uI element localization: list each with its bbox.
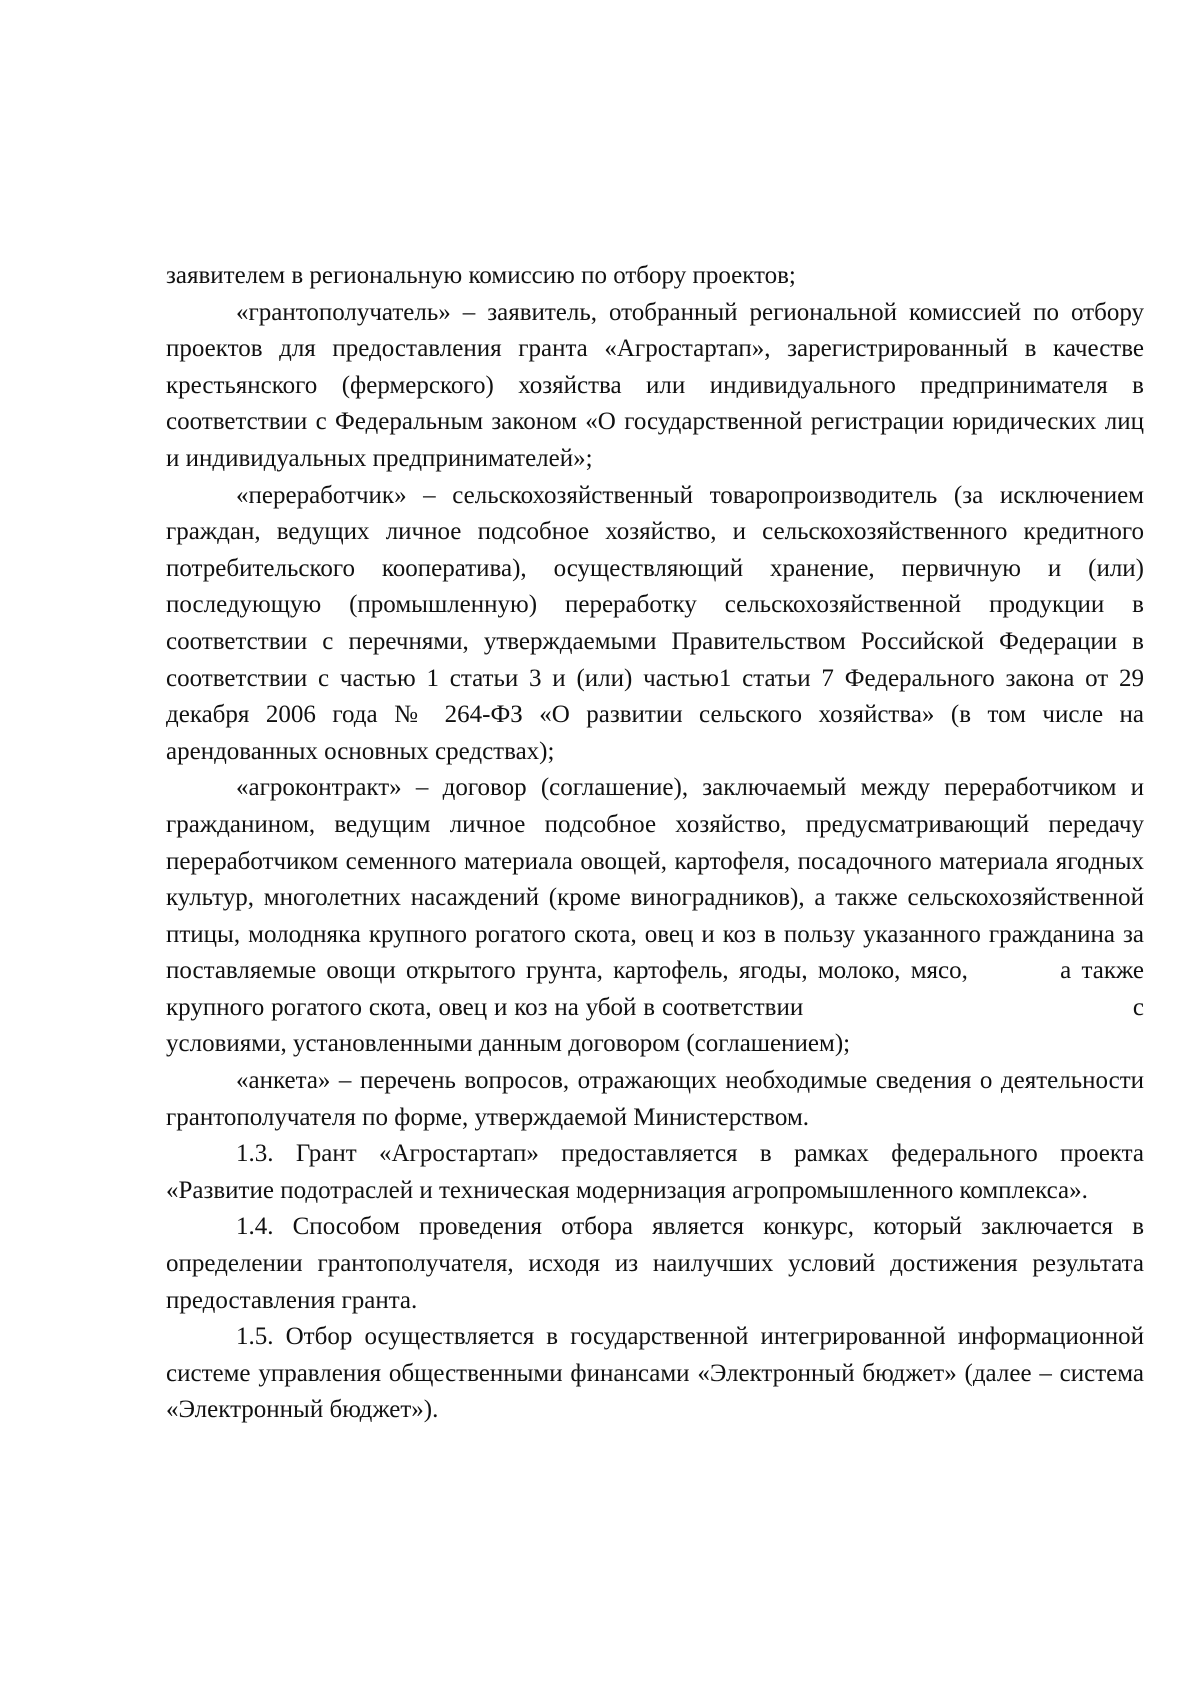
paragraph-section-1-3: 1.3. Грант «Агростартап» предоставляется в рамках федерального проекта «Развитие подотраслей и техническая модернизация агропромышленного комплекса». [166,1140,1144,1204]
paragraph-definition-questionnaire: «анкета» – перечень вопросов, отражающих необходимые сведения о деятельности грантополучателя по форме, утверждаемой Министерством. [166,1067,1144,1131]
paragraph-section-1-5: 1.5. Отбор осуществляется в государственной интегрированной информационной системе управления общественными финансами «Электронный бюджет» (далее – система «Электронный бюджет»). [166,1323,1144,1424]
document-page [166,258,1151,1429]
paragraph-continuation: заявителем в региональную комиссию по отбору проектов; [166,262,796,289]
paragraph-definition-processor: «переработчик» – сельскохозяйственный товаропроизводитель (за исключением граждан, ведущих личное подсобное хозяйство, и сельскохозяйственного кредитного потребительского кооператива), осуществляющий хранение, первичную и (или) последующую (промышленную) переработку сельскохозяйственной продукции в соответствии с перечнями, утверждаемыми Правительством Российской Федерации в соответствии с частью 1 статьи 3 и (или) частью1 статьи 7 Федерального закона от 29 декабря 2006 года № 264-ФЗ «О развитии сельского хозяйства» (в том числе на арендованных основных средствах); [166,481,1144,765]
paragraph-definition-grant-recipient: «грантополучатель» – заявитель, отобранный региональной комиссией по отбору проектов для предоставления гранта «Агростартап», зарегистрированный в качестве крестьянского (фермерского) хозяйства или индивидуального предпринимателя в соответствии с Федеральным законом «О государственной регистрации юридических лиц и индивидуальных предпринимателей»; [166,298,1144,472]
paragraph-section-1-4: 1.4. Способом проведения отбора является конкурс, который заключается в определении грантополучателя, исходя из наилучших условий достижения результата предоставления гранта. [166,1213,1144,1314]
paragraph-definition-agrocontract: «агроконтракт» – договор (соглашение), заключаемый между переработчиком и гражданином, ведущим личное подсобное хозяйство, предусматривающий передачу переработчиком семенного материала овощей, картофеля, посадочного материала ягодных культур, многолетних насаждений (кроме виноградников), а также сельскохозяйственной птицы, молодняка крупного рогатого скота, овец и коз в пользу указанного гражданина за поставляемые овощи открытого грунта, картофель, ягоды, молоко, мясо, а также крупного рогатого скота, овец и коз на убой в соответствии с условиями, установленными данным договором (соглашением); [166,774,1151,1058]
